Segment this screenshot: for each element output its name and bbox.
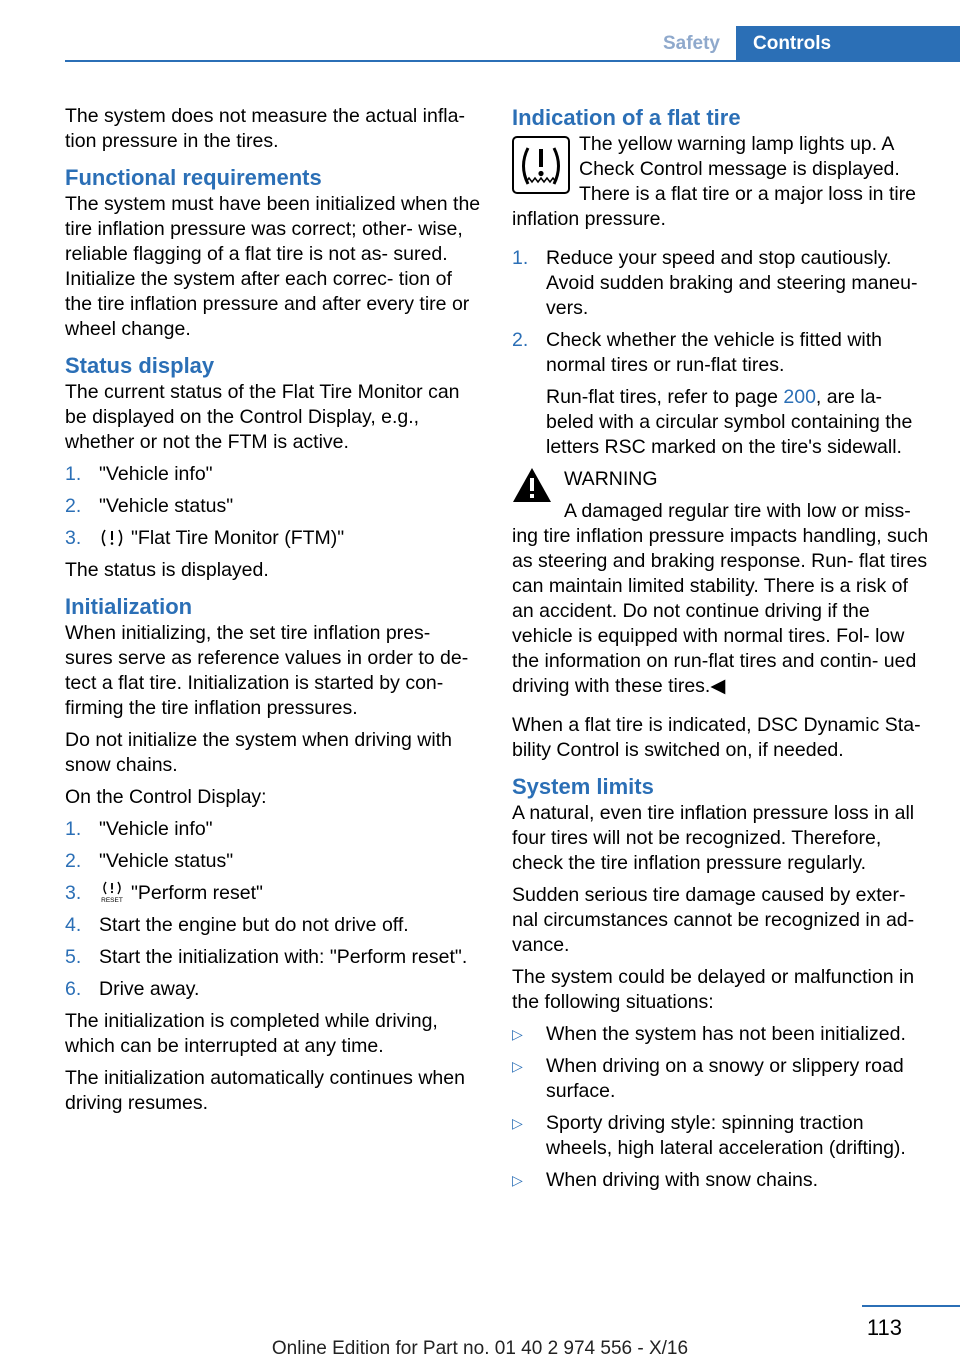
- list-item: 4. Start the engine but do not drive off.: [65, 914, 409, 936]
- status-paragraph: The current status of the Flat Tire Monitor can be displayed on the Control Display, e.g., whether or not the FTM is active.: [65, 381, 460, 453]
- warning-block: [512, 467, 930, 524]
- heading-system-limits: System limits: [512, 774, 654, 799]
- heading-initialization: Initialization: [65, 594, 193, 619]
- limits-paragraph-1: A natural, even tire inflation pressure loss in all four tires will not be recognized. Therefore, check the tire inflation pressure regularly.: [512, 802, 915, 874]
- run-flat-note: Run-flat tires, refer to page 200, are la‐ beled with a circular symbol containing the letters RSC marked on the tire's sidewall.: [546, 386, 913, 458]
- warning-line-1: A damaged regular tire with low or miss‐: [564, 500, 911, 522]
- warning-title: WARNING: [564, 468, 658, 490]
- init-paragraph-3: On the Control Display:: [65, 786, 267, 808]
- list-item: 2. "Vehicle status": [65, 495, 234, 517]
- list-item: 1. "Vehicle info": [65, 463, 213, 485]
- page-link[interactable]: 200: [783, 386, 816, 408]
- init-after-1: The initialization is completed while driving, which can be interrupted at any time.: [65, 1010, 438, 1057]
- status-after: The status is displayed.: [65, 559, 269, 581]
- heading-indication-flat-tire: Indication of a flat tire: [512, 105, 741, 130]
- flat-tire-indication: [512, 132, 930, 182]
- flat-steps: [512, 246, 930, 460]
- status-steps: [65, 462, 481, 551]
- list-item: 5. Start the initialization with: "Perform reset".: [65, 946, 468, 968]
- header-rule: [65, 60, 960, 62]
- flat-line-1: The yellow warning lamp lights up. A Check Control message is displayed.: [579, 133, 900, 180]
- functional-paragraph: The system must have been initialized when the tire inflation pressure was correct; other‐ wise, reliable flagging of a flat tire is not as‐ sured. Initialize the system after each correc‐ tion of the tire inflation pressure and after every tire or wheel change.: [65, 193, 481, 340]
- init-after-2: The initialization automatically continues when driving resumes.: [65, 1067, 465, 1114]
- list-item: 1. "Vehicle info": [65, 818, 213, 840]
- warning-triangle-icon: [512, 467, 552, 503]
- flat-line-2: There is a flat tire or a major loss in tire inflation pressure.: [512, 183, 917, 230]
- init-paragraph-1: When initializing, the set tire inflation pres‐ sures serve as reference values in order to de‐ tect a flat tire. Initialization is started by con‐ firming the tire inflation pressures.: [65, 622, 469, 719]
- init-steps: [65, 817, 481, 1002]
- intro-paragraph: The system does not measure the actual infla‐ tion pressure in the tires.: [65, 105, 465, 152]
- list-item: ▷ When the system has not been initialized.: [512, 1023, 906, 1045]
- list-item: 2. Check whether the vehicle is fitted with normal tires or run-flat tires. Run-flat tires, refer to page 200, are la‐ beled with a circular symbol containing the letters RSC marked on the tire's sidewall.: [512, 328, 930, 460]
- dsc-paragraph: When a flat tire is indicated, DSC Dynamic Sta‐ bility Control is switched on, if needed.: [512, 714, 921, 761]
- init-paragraph-2: Do not initialize the system when driving with snow chains.: [65, 729, 452, 776]
- limits-paragraph-2: Sudden serious tire damage caused by exter‐ nal circumstances cannot be recognized in ad‐ vance.: [512, 884, 915, 956]
- limits-bullets: [512, 1022, 930, 1193]
- right-column: [512, 104, 930, 1200]
- limits-paragraph-3: The system could be delayed or malfunction in the following situations:: [512, 966, 915, 1013]
- tire-reset-icon: [99, 881, 125, 903]
- heading-functional-requirements: Functional requirements: [65, 165, 322, 190]
- tab-controls: Controls: [736, 26, 960, 61]
- list-item: ▷ When driving with snow chains.: [512, 1169, 819, 1191]
- flat-tire-warning-lamp-icon: [512, 136, 570, 194]
- list-item: 3. "Flat Tire Monitor (FTM)": [65, 527, 345, 549]
- list-item: ▷ When driving on a snowy or slippery road surface.: [512, 1055, 904, 1102]
- tab-safety: Safety: [662, 33, 720, 54]
- page-number: 113: [866, 1315, 902, 1340]
- heading-status-display: Status display: [65, 353, 215, 378]
- flat-tire-icon: [99, 528, 125, 548]
- list-item: 2. "Vehicle status": [65, 850, 234, 872]
- footer-rule: [862, 1305, 960, 1307]
- edition-footer: Online Edition for Part no. 01 40 2 974 556 - X/16: [271, 1338, 689, 1359]
- warning-body: ing tire inflation pressure impacts handling, such as steering and braking response. Run- flat tires can maintain limited stability. There is a risk of an accident. Do not continue driving if the vehicle is equipped with normal tires. Fol‐ low the information on run-flat tires and contin‐ ued driving with these tires.◀: [512, 525, 929, 697]
- list-item: 6. Drive away.: [65, 978, 200, 1000]
- list-item: 1. Reduce your speed and stop cautiously. Avoid sudden braking and steering maneu‐ vers.: [512, 247, 918, 319]
- svg-text:RESET: RESET: [101, 897, 123, 903]
- left-column: [65, 104, 481, 1123]
- list-item: 3. RESET "Perform reset": [65, 882, 263, 904]
- list-item: ▷ Sporty driving style: spinning traction wheels, high lateral acceleration (drifting).: [512, 1112, 906, 1159]
